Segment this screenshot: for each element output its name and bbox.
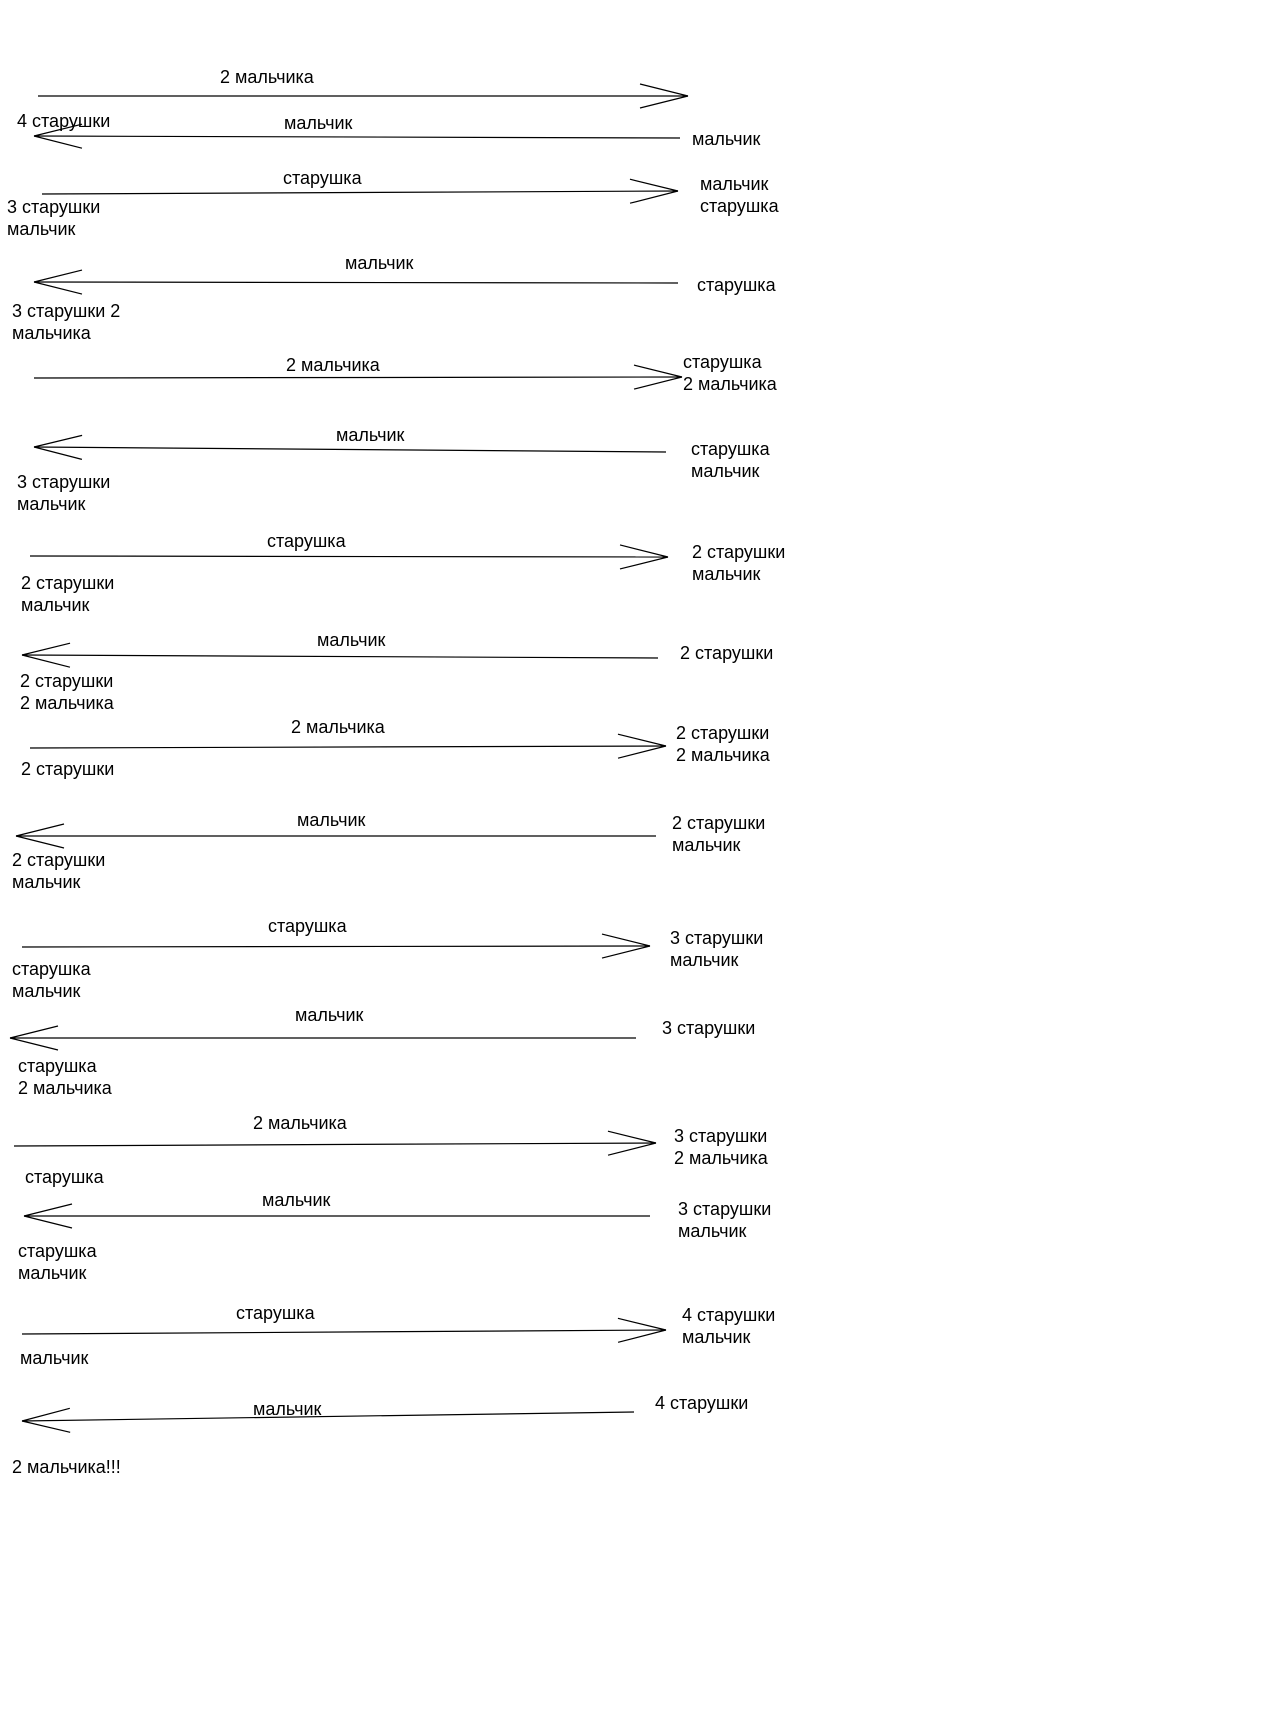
arrow-11-head [602, 946, 650, 958]
arrow-5-head [634, 365, 682, 377]
step-3-right-bank-label [700, 173, 779, 217]
step-14-right-bank-label [678, 1198, 771, 1242]
step-6-left-bank-label [17, 471, 110, 515]
arrow-6-head [34, 435, 82, 447]
step-10-left-bank-label-line: 2 старушки [12, 850, 106, 870]
step-7-right-bank-label-line: 2 старушки [692, 542, 786, 562]
step-4-left-bank-label [12, 300, 120, 344]
arrow-12-head [10, 1026, 58, 1038]
step-11-left-bank-label-line: старушка [12, 959, 91, 979]
step-8-carry-label [317, 629, 385, 651]
step-15-left-bank-label [20, 1347, 88, 1369]
step-5-right-bank-label-line: старушка [683, 352, 762, 372]
step-8-right-bank-label-line: 2 старушки [680, 643, 774, 663]
arrow-2-shaft [34, 136, 680, 138]
arrow-10-head [16, 836, 64, 848]
arrow-4-head [34, 270, 82, 282]
step-6-carry-label-line: мальчик [336, 425, 405, 445]
arrow-3-head [630, 191, 678, 203]
step-9-left-bank-label [21, 758, 114, 780]
step-8-left-bank-label-line: 2 мальчика [20, 693, 114, 713]
arrow-14-head [24, 1204, 72, 1216]
step-4-carry-label-line: мальчик [345, 253, 414, 273]
step-12-carry-label [295, 1004, 363, 1026]
arrow-15-head [618, 1318, 666, 1330]
arrow-8-head [22, 643, 70, 655]
step-7-left-bank-label [21, 572, 114, 616]
step-3-carry-label [283, 167, 362, 189]
step-12-right-bank-label-line: 3 старушки [662, 1018, 756, 1038]
step-13-carry-label-line: 2 мальчика [253, 1113, 347, 1133]
step-10-carry-label [297, 809, 365, 831]
arrow-3-shaft [42, 191, 678, 194]
arrow-11-head [602, 934, 650, 946]
step-15-right-bank-label-line: 4 старушки [682, 1305, 776, 1325]
step-7-right-bank-label-line: мальчик [692, 564, 761, 584]
step-8-left-bank-label [20, 670, 114, 714]
step-2-right-bank-label-line: мальчик [692, 129, 761, 149]
step-3-left-bank-label [7, 196, 100, 240]
step-10-carry-label-line: мальчик [297, 810, 366, 830]
arrow-8-shaft [22, 655, 658, 658]
step-10-right-bank-label [672, 812, 765, 856]
step-9-carry-label-line: 2 мальчика [291, 717, 385, 737]
arrow-15-head [618, 1330, 666, 1342]
start-label [17, 66, 110, 176]
step-9-left-bank-label-line: 2 старушки [21, 759, 115, 779]
step-16-left-bank-label-line: 2 мальчика!!! [12, 1457, 121, 1477]
step-15-right-bank-label-line: мальчик [682, 1327, 751, 1347]
step-13-right-bank-label-line: 2 мальчика [674, 1148, 768, 1168]
step-11-carry-label-line: старушка [268, 916, 347, 936]
step-9-right-bank-label-line: 2 мальчика [676, 745, 770, 765]
step-16-right-bank-label-line: 4 старушки [655, 1393, 749, 1413]
step-16-left-bank-label [12, 1456, 121, 1478]
step-9-right-bank-label [676, 722, 770, 766]
step-3-left-bank-label-line: 3 старушки [7, 197, 101, 217]
step-13-right-bank-label-line: 3 старушки [674, 1126, 768, 1146]
arrow-1-head [640, 84, 688, 96]
step-3-right-bank-label-line: мальчик [700, 174, 769, 194]
step-6-right-bank-label-line: мальчик [691, 461, 760, 481]
arrow-4-shaft [34, 282, 678, 283]
step-8-right-bank-label [680, 642, 773, 664]
step-4-carry-label [345, 252, 413, 274]
step-7-right-bank-label [692, 541, 785, 585]
step-12-carry-label-line: мальчик [295, 1005, 364, 1025]
arrow-13-shaft [14, 1143, 656, 1146]
step-3-left-bank-label-line: мальчик [7, 219, 76, 239]
step-16-carry-label [253, 1398, 321, 1420]
step-12-left-bank-label-line: старушка [18, 1056, 97, 1076]
step-14-right-bank-label-line: мальчик [678, 1221, 747, 1241]
step-13-left-bank-label-line: старушка [25, 1167, 104, 1187]
step-6-right-bank-label [691, 438, 770, 482]
arrow-9-shaft [30, 746, 666, 748]
step-6-left-bank-label-line: мальчик [17, 494, 86, 514]
arrow-1-head [640, 96, 688, 108]
step-5-carry-label-line: 2 мальчика [286, 355, 380, 375]
step-11-right-bank-label [670, 927, 763, 971]
arrow-13-head [608, 1131, 656, 1143]
step-14-carry-label [262, 1189, 330, 1211]
arrow-7-head [620, 557, 668, 569]
arrow-16-head [22, 1408, 70, 1421]
arrow-5-head [634, 377, 682, 389]
step-3-right-bank-label-line: старушка [700, 196, 779, 216]
step-3-carry-label-line: старушка [283, 168, 362, 188]
step-14-right-bank-label-line: 3 старушки [678, 1199, 772, 1219]
step-9-carry-label [291, 716, 385, 738]
step-4-left-bank-label-line: мальчика [12, 323, 91, 343]
arrow-9-head [618, 734, 666, 746]
step-14-left-bank-label-line: старушка [18, 1241, 97, 1261]
arrow-15-shaft [22, 1330, 666, 1334]
arrow-6-shaft [34, 447, 666, 452]
arrow-12-head [10, 1038, 58, 1050]
step-15-left-bank-label-line: мальчик [20, 1348, 89, 1368]
step-2-carry-label [284, 112, 352, 134]
arrow-7-shaft [30, 556, 668, 557]
step-10-right-bank-label-line: 2 старушки [672, 813, 766, 833]
arrow-13-head [608, 1143, 656, 1155]
step-2-right-bank-label [692, 128, 760, 150]
arrow-5-shaft [34, 377, 682, 378]
step-12-right-bank-label [662, 1017, 755, 1039]
arrow-3-head [630, 179, 678, 191]
arrow-11-shaft [22, 946, 650, 947]
step-5-right-bank-label [683, 351, 777, 395]
step-13-right-bank-label [674, 1125, 768, 1169]
step-4-left-bank-label-line: 3 старушки 2 [12, 301, 121, 321]
step-11-left-bank-label [12, 958, 91, 1002]
step-6-left-bank-label-line: 3 старушки [17, 472, 111, 492]
step-16-right-bank-label [655, 1392, 748, 1414]
step-15-carry-label [236, 1302, 315, 1324]
arrow-10-head [16, 824, 64, 836]
step-6-carry-label [336, 424, 404, 446]
arrow-7-head [620, 545, 668, 557]
arrow-16-shaft [22, 1412, 634, 1421]
step-7-left-bank-label-line: 2 старушки [21, 573, 115, 593]
arrow-8-head [22, 655, 70, 667]
step-10-left-bank-label-line: мальчик [12, 872, 81, 892]
start-label-line: 4 старушки [17, 111, 111, 131]
step-1-carry-label [220, 66, 314, 88]
step-5-carry-label [286, 354, 380, 376]
step-7-carry-label-line: старушка [267, 531, 346, 551]
step-10-left-bank-label [12, 849, 105, 893]
arrow-16-head [22, 1421, 70, 1432]
step-11-right-bank-label-line: 3 старушки [670, 928, 764, 948]
arrow-14-head [24, 1216, 72, 1228]
step-5-right-bank-label-line: 2 мальчика [683, 374, 777, 394]
step-4-right-bank-label [697, 274, 776, 296]
step-8-carry-label-line: мальчик [317, 630, 386, 650]
arrow-9-head [618, 746, 666, 758]
step-11-right-bank-label-line: мальчик [670, 950, 739, 970]
step-14-left-bank-label-line: мальчик [18, 1263, 87, 1283]
step-1-carry-label-line: 2 мальчика [220, 67, 314, 87]
step-13-carry-label [253, 1112, 347, 1134]
step-11-left-bank-label-line: мальчик [12, 981, 81, 1001]
step-15-carry-label-line: старушка [236, 1303, 315, 1323]
arrow-6-head [34, 447, 82, 459]
step-12-left-bank-label-line: 2 мальчика [18, 1078, 112, 1098]
step-7-carry-label [267, 530, 346, 552]
step-13-left-bank-label [25, 1166, 104, 1188]
step-15-right-bank-label [682, 1304, 775, 1348]
step-11-carry-label [268, 915, 347, 937]
step-7-left-bank-label-line: мальчик [21, 595, 90, 615]
step-16-carry-label-line: мальчик [253, 1399, 322, 1419]
step-12-left-bank-label [18, 1055, 112, 1099]
step-2-carry-label-line: мальчик [284, 113, 353, 133]
step-10-right-bank-label-line: мальчик [672, 835, 741, 855]
step-14-left-bank-label [18, 1240, 97, 1284]
step-4-right-bank-label-line: старушка [697, 275, 776, 295]
step-14-carry-label-line: мальчик [262, 1190, 331, 1210]
step-6-right-bank-label-line: старушка [691, 439, 770, 459]
step-9-right-bank-label-line: 2 старушки [676, 723, 770, 743]
arrow-4-head [34, 282, 82, 294]
step-8-left-bank-label-line: 2 старушки [20, 671, 114, 691]
